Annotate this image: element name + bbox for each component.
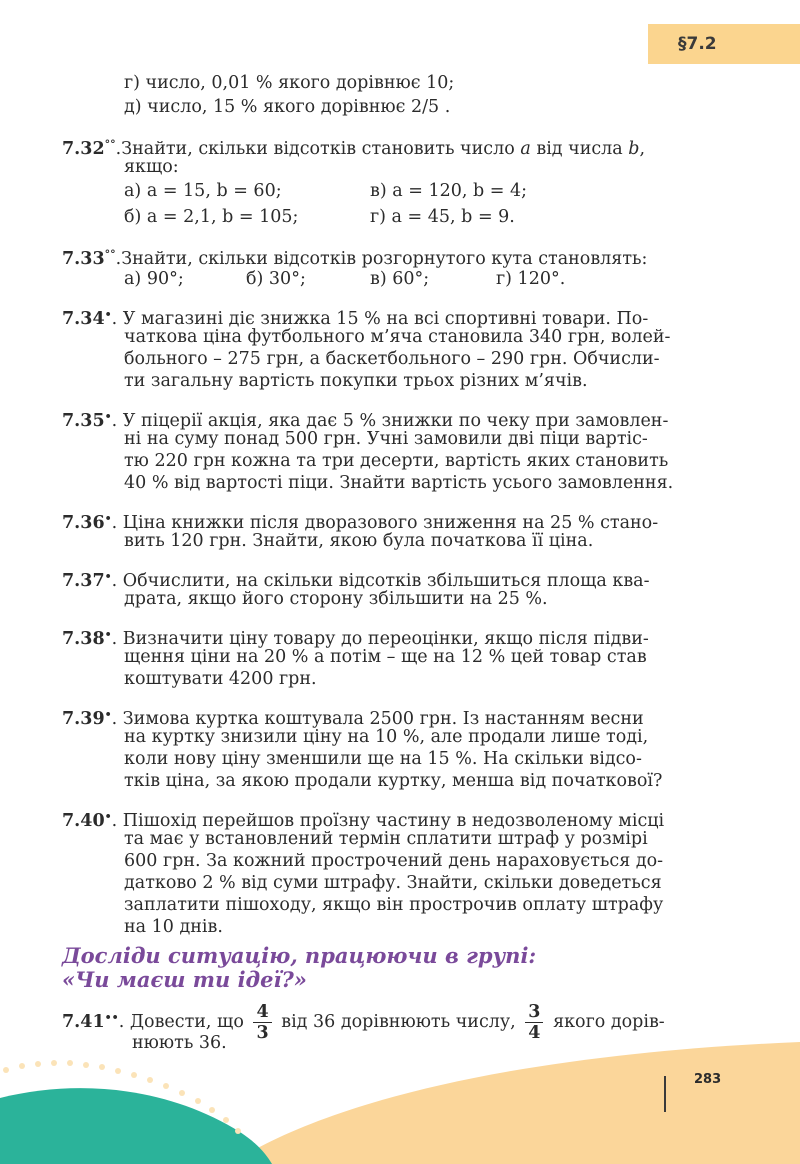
exercise-7-40-line5: заплатити пішоходу, якщо він прострочив оплату штрафу [124,895,664,915]
exercise-7-34-line1: 7.34•. У магазині діє знижка 15 % на всі спортивні товари. По- [62,308,649,329]
exercise-number: 7.35• [62,410,112,431]
exercise-7-36-line1: 7.36•. Ціна книжки після дворазового зниження на 25 % стано- [62,512,659,533]
option-g: г) 120°. [496,269,566,289]
exercise-7-36-line2: вить 120 грн. Знайти, якою була початкова її ціна. [124,531,594,551]
option-g: г) a = 45, b = 9. [370,207,515,227]
exercise-7-35-line4: 40 % від вартості піци. Знайти вартість усього замовлення. [124,473,674,493]
exercise-7-38-line3: коштувати 4200 грн. [124,669,317,689]
exercise-number: 7.40• [62,810,112,831]
fraction-3-4: $\frac{3}{4}$ [525,1002,543,1043]
exercise-number: 7.38• [62,628,112,649]
exercise-7-33-line1: 7.33°°.Знайти, скільки відсотків розгорнутого кута становлять: [62,248,648,269]
exercise-7-34-line2: чаткова ціна футбольного м’яча становила 340 грн, волей- [124,327,671,347]
option-v: в) a = 120, b = 4; [370,181,528,201]
exercise-number: 7.33°° [62,248,116,269]
exercise-7-40-line4: датково 2 % від суми штрафу. Знайти, скільки доведеться [124,873,662,893]
exercise-7-39-line1: 7.39•. Зимова куртка коштувала 2500 грн. Із настанням весни [62,708,644,729]
exercise-7-32-line1: 7.32°°.Знайти, скільки відсотків становить число a від числа b, [62,138,646,159]
exercise-7-35-line3: тю 220 грн кожна та три десерти, вартість яких становить [124,451,669,471]
page-number: 283 [694,1072,722,1087]
exercise-7-40-line2: та має у встановлений термін сплатити штраф у розмірі [124,829,648,849]
exercise-7-40-line1: 7.40•. Пішохід перейшов проїзну частину в недозволеному місці [62,810,665,831]
item-d: д) число, 15 % якого дорівнює 2/5 . [124,97,451,117]
section-label: §7.2 [678,34,717,54]
option-v: в) 60°; [370,269,430,289]
item-g: г) число, 0,01 % якого дорівнює 10; [124,73,455,93]
exercise-7-39-line4: тків ціна, за якою продали куртку, менша від початкової? [124,771,663,791]
exercise-7-39-line2: на куртку знизили ціну на 10 %, але продали лише тоді, [124,727,649,747]
var-a: a [520,139,531,159]
exercise-7-34-line3: больного – 275 грн, а баскетбольного – 290 грн. Обчисли- [124,349,660,369]
exercise-7-41-line2: нюють 36. [132,1033,227,1053]
section-tab [648,24,800,64]
exercise-number: 7.34• [62,308,112,329]
exercise-7-35-line2: ні на суму понад 500 грн. Учні замовили дві піци вартіс- [124,429,648,449]
fraction-4-3: $\frac{4}{3}$ [253,1002,271,1043]
exercise-7-32-line2: якщо: [124,157,179,177]
research-heading-line2: «Чи маєш ти ідеї?» [62,967,307,992]
exercise-number: 7.41•• [62,1011,119,1032]
var-b: b [628,139,640,159]
exercise-7-37-line2: драта, якщо його сторону збільшити на 25 %. [124,589,548,609]
option-a: а) 90°; [124,269,184,289]
exercise-7-39-line3: коли нову ціну зменшили ще на 15 %. На скільки відсо- [124,749,642,769]
exercise-7-35-line1: 7.35•. У піцерії акція, яка дає 5 % знижки по чеку при замовлен- [62,410,669,431]
exercise-7-40-line6: на 10 днів. [124,917,223,937]
page-number-divider [664,1076,666,1112]
exercise-7-41-line1: 7.41••. Довести, що $\frac{4}{3}$ від 36 дорівнюють числу, $\frac{3}{4}$ якого дорів- [62,1002,665,1043]
sand-wave [230,1042,800,1164]
research-heading [62,944,582,992]
option-b: б) 30°; [246,269,306,289]
option-b: б) a = 2,1, b = 105; [124,207,299,227]
exercise-number: 7.32°° [62,138,116,159]
research-heading-line1: Досліди ситуацію, працюючи в групі: [62,943,537,968]
option-a: а) a = 15, b = 60; [124,181,282,201]
decorative-waves [0,1020,800,1164]
exercise-number: 7.37• [62,570,112,591]
exercise-7-34-line4: ти загальну вартість покупки трьох різних м’ячів. [124,371,588,391]
exercise-7-38-line1: 7.38•. Визначити ціну товару до переоцінки, якщо після підви- [62,628,649,649]
exercise-7-37-line1: 7.37•. Обчислити, на скільки відсотків збільшиться площа ква- [62,570,650,591]
exercise-number: 7.39• [62,708,112,729]
exercise-7-40-line3: 600 грн. За кожний прострочений день нараховується до- [124,851,664,871]
exercise-number: 7.36• [62,512,112,533]
teal-wave [0,1088,272,1164]
exercise-7-38-line2: щення ціни на 20 % а потім – ще на 12 % цей товар став [124,647,647,667]
